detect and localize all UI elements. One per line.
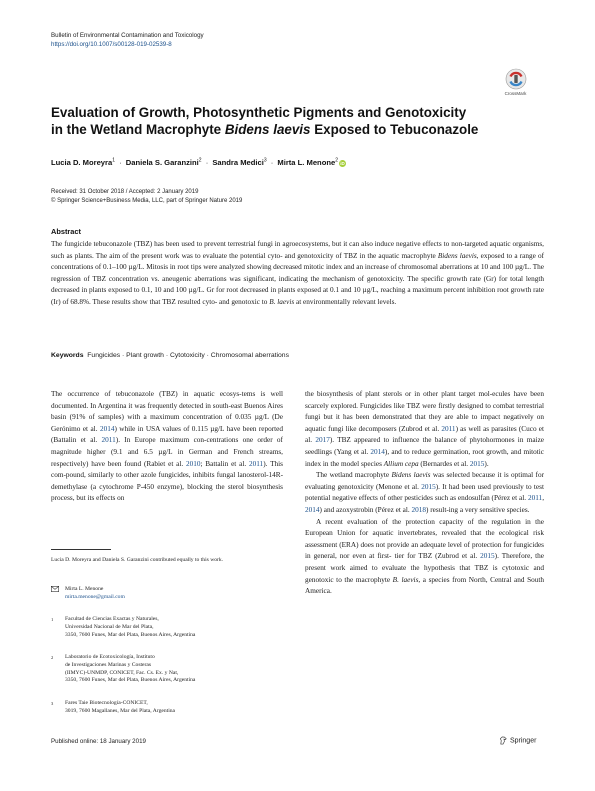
citation-link[interactable]: 2018 (411, 505, 426, 514)
received-accepted: Received: 31 October 2018 / Accepted: 2 January 2019 (51, 189, 199, 195)
paragraph: The occurrence of tebuconazole (TBZ) in aquatic ecosys-tems is well documented. In Argentina it was frequently detected in south-east Buenos Aires basin (91% of samples) with a maximum concentration of 0.035 µg/L (De Gerónimo et al. 2014) while in USA values of 0.115 µg/L have been reported (Battalin et al. 2011). In Europe maximum con-centrations one order of magnitude higher (9.1 and 6.5 µg/L in German and French streams, respectively) have been found (Rabiet et al. 2010; Battalin et al. 2011). This com-pound, similarly to other azole fungicides, inhibits fungal lanosterol-14R-demethylase (a cytochrome P-450 enzyme), blocking the sterol biosynthesis process, but its effects on (51, 390, 283, 503)
affiliation-3: 3 Fares Taie Biotecnología-CONICET, 3019, 7600 Magallanes, Mar del Plata, Argentina (51, 700, 176, 714)
crossmark-icon (505, 68, 527, 90)
title-text: in the Wetland Macrophyte (51, 122, 225, 137)
author-separator: · (205, 157, 209, 167)
paragraph: The wetland macrophyte Bidens laevis was selected because it is optimal for evaluating genotoxicity (Menone et al. 2015). It had been used previously to test potential negative effects of other pesticides such as endosulfan (Pérez et al. 2011, 2014) and azoxystrobin (Pérez et al. 2018) result-ing a very sensitive species. (305, 471, 544, 514)
published-date: Published online: 18 January 2019 (51, 738, 146, 745)
title-species: Bidens laevis (224, 122, 311, 137)
article-dates (51, 188, 242, 205)
citation-link[interactable]: 2010 (185, 459, 201, 468)
publisher-logo (499, 736, 536, 745)
citation-link[interactable]: 2011 (441, 424, 456, 433)
keywords-label: Keywords (51, 352, 84, 359)
title-line-1: Evaluation of Growth, Photosynthetic Pigments and Genotoxicity (51, 105, 467, 120)
corresponding-name: Mirta L. Menone (65, 586, 104, 592)
article-title (51, 104, 521, 138)
citation-link[interactable]: 2011 (248, 459, 264, 468)
copyright: © Springer Science+Business Media, LLC, part of Springer Nature 2019 (51, 197, 243, 204)
keywords (51, 352, 289, 359)
abstract-heading: Abstract (51, 227, 81, 236)
author[interactable]: Lucia D. Moreyra$^1$ (51, 157, 115, 167)
paragraph: the biosynthesis of plant sterols or in other plant target mol-ecules have been scarcely explored. Fungicides like TBZ were firstly designed to combat terrestrial fungi but it has been demonstrated that they are able to impact negatively on aquatic fungi like decomposers (Zubrod et al. 2011) as well as parasites (Cuco et al. 2017). TBZ appeared to influence the balance of phytohormones in maize seedlings (Yang et al. 2014), and to reduce germination, root growth, and mitotic index in the model species Allium cepa (Bernardes et al. 2015). (305, 390, 545, 468)
author-separator: · (270, 157, 274, 167)
author[interactable]: Mirta L. Menone$^2$ (277, 157, 338, 167)
abstract-text: The fungicide tebuconazole (TBZ) has been used to prevent terrestrial fungi in agroecosystems, but it can also induce negative effects to non-targeted aquatic organisms, such as plants. The aim of the present work was to evaluate the potential cyto- and genotoxicity of TBZ in the aquatic macrophyte Bidens laevis, exposed to a range of concentrations of 0.1–100 µg/L. Mitosis in root tips were analyzed showing decreased mitotic index and an increase of chromosomal aberrations at 10 and 100 µg/L. The regression of TBZ concentration vs. aneugenic aberrations was significant, indicating the mechanism of genotoxicity. The specific growth rate (Gr) for total length decreased in plants exposed to 0.1, 10 and 100 µg/L. Gr for root decreased in plants exposed at 0.1 and 10 µg/L, reaching a maximum percent inhibition root growth rate (Ir) of 68.8%. These results show that TBZ resulted cyto- and genotoxic to B. laevis at environmentally relevant levels. (51, 240, 544, 306)
body-column-left (51, 389, 283, 505)
springer-horse-icon (499, 736, 508, 745)
crossmark-badge[interactable] (488, 68, 543, 96)
author[interactable]: Sandra Medici$^3$ (212, 157, 267, 167)
journal-name: Bulletin of Environmental Contamination and Toxicology (51, 32, 204, 39)
keywords-list: Fungicides · Plant growth · Cytotoxicity · Chromosomal aberrations (87, 352, 289, 359)
author-list (51, 157, 346, 167)
citation-link[interactable]: 2014 (370, 447, 385, 456)
author-separator: · (119, 157, 122, 167)
affiliation-2: 2 Laboratorio de Ecotoxicología, Instituto de Investigaciones Marinas y Costeras (IIMYC)-UNMDP, CONICET, Fac. Cs. Ex. y Nat, 3350, 7600 Funes, Mar del Plata, Buenos Aires, Argentina (51, 654, 196, 684)
publisher-name: Springer (509, 737, 537, 745)
citation-link[interactable]: 2011 (527, 494, 543, 503)
affiliation-1: 1 Facultad de Ciencias Exactas y Naturales, Universidad Nacional de Mar del Plata, 3350, 7600 Funes, Mar del Plata, Buenos Aires, Argentina (51, 616, 196, 638)
title-text: Exposed to Tebuconazole (310, 122, 479, 137)
author[interactable]: Daniela S. Garanzini$^2$ (125, 157, 202, 167)
orcid-icon[interactable]: iD (340, 160, 345, 166)
envelope-icon (51, 586, 59, 592)
journal-header (51, 31, 204, 49)
corresponding-author (51, 586, 125, 602)
citation-link[interactable]: 2011 (101, 436, 116, 445)
citation-link[interactable]: 2015 (480, 552, 495, 561)
citation-link[interactable]: 2014 (99, 424, 115, 433)
body-column-right (305, 389, 544, 598)
crossmark-label: CrossMark (504, 91, 527, 96)
citation-link[interactable]: 2015 (469, 459, 485, 468)
footnote-divider (51, 549, 111, 550)
paragraph: A recent evaluation of the protection capacity of the regulation in the European Union for aquatic invertebrates, revealed that the ecological risk assessment (ERA) does not provide an adequate level of protection for fungicides in general, nor even at first- tier for TBZ (Zubrod et al. 2015). Therefore, the present work aimed to evaluate the hypothesis that TBZ is cytotoxic and genotoxic to the macrophyte B. laevis, a species from North, Central and South America. (305, 517, 545, 596)
email-link[interactable]: mirta.menone@gmail.com (65, 593, 125, 600)
citation-link[interactable]: 2014 (305, 505, 320, 514)
citation-link[interactable]: 2017 (315, 436, 330, 445)
doi-link[interactable]: https://doi.org/10.1007/s00128-019-02539-8 (51, 41, 172, 48)
contribution-note: Lucia D. Moreyra and Daniela S. Garanzini contributed equally to this work. (51, 557, 224, 563)
title-line-2 (51, 121, 521, 138)
citation-link[interactable]: 2015 (421, 482, 436, 491)
